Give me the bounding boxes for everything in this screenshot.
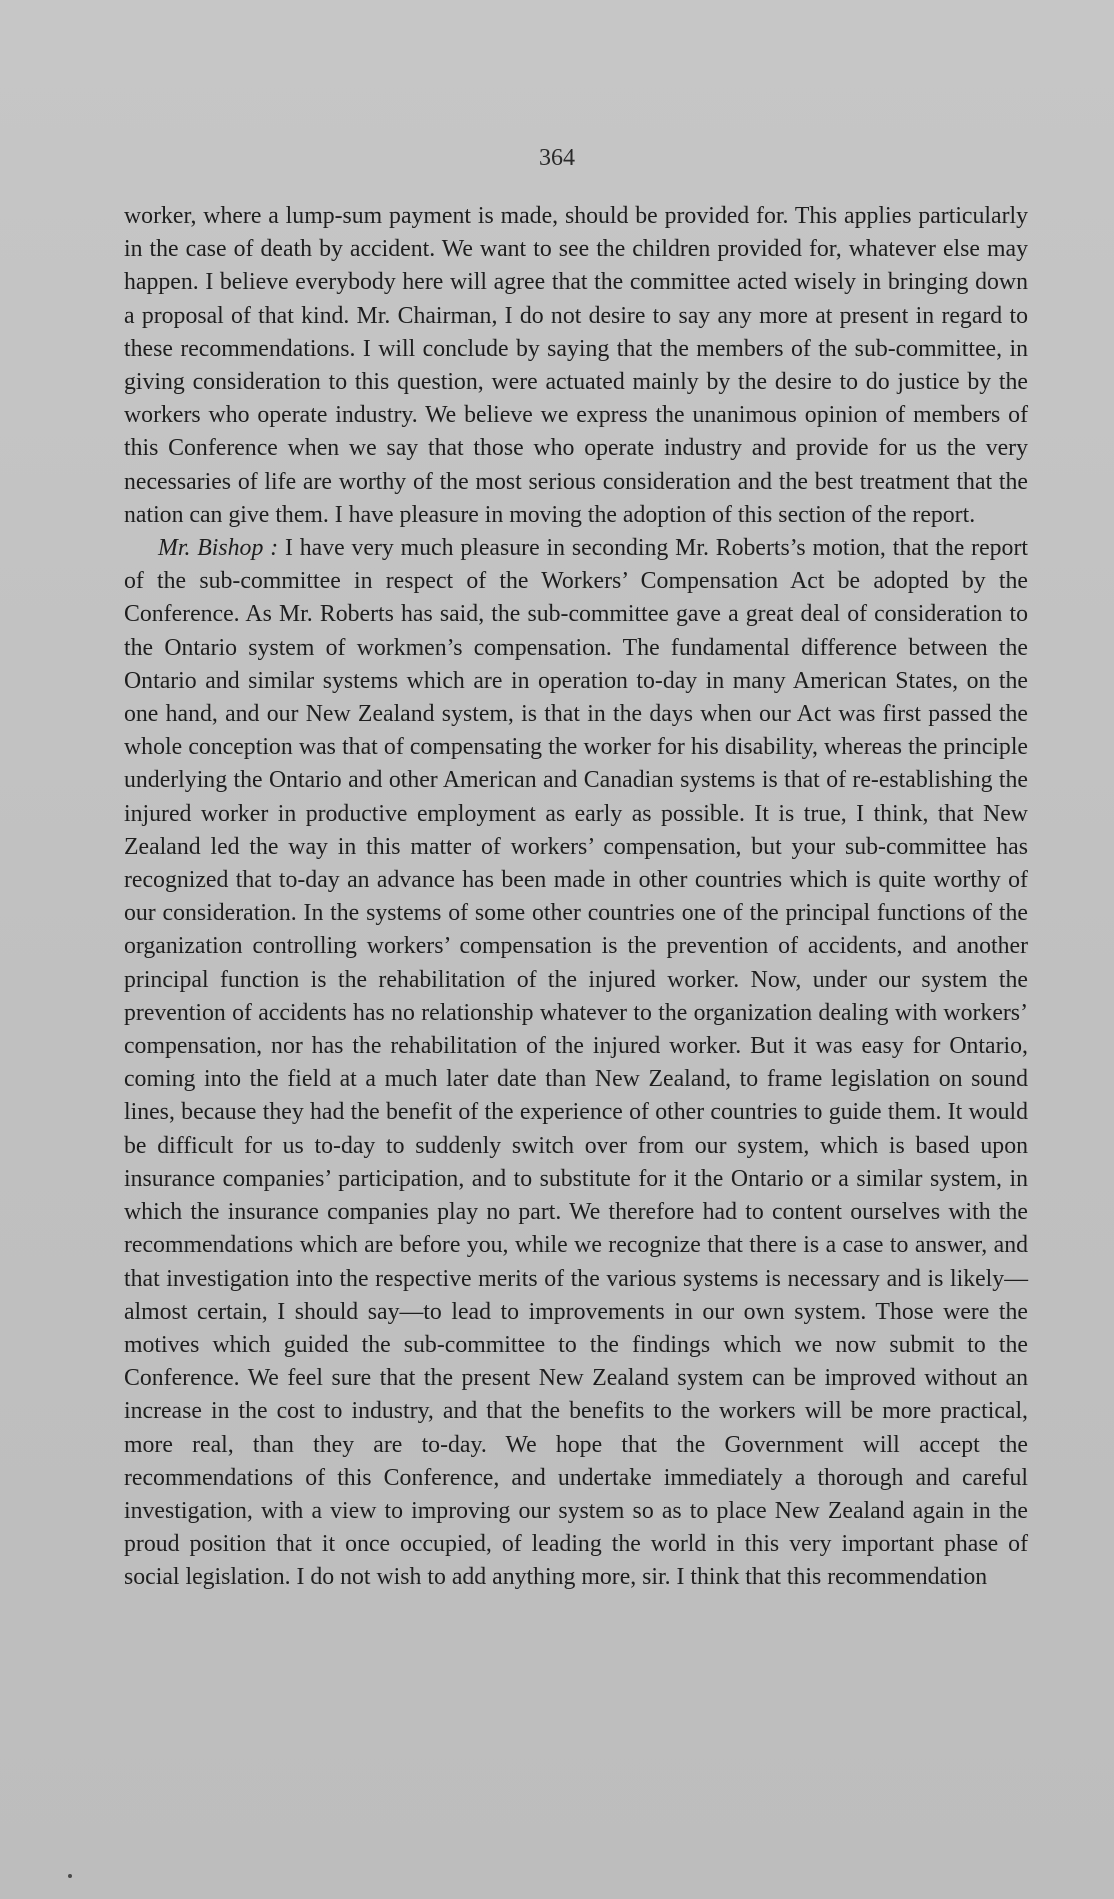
paper-speck	[68, 1874, 72, 1878]
page-number: 364	[539, 145, 575, 171]
speaker-name: Mr. Bishop :	[158, 535, 279, 562]
paragraph-text: I have very much pleasure in seconding Mr. Roberts’s motion, that the report of the sub-committee in respect of the Workers’ Compensation Act be adopted by the Conference. As Mr. Roberts has said, the sub-committee gave a great deal of consideration to the Ontario system of workmen’s compensation. The fundamental difference between the Ontario and similar systems which are in operation to-day in many American States, on the one hand, and our New Zealand system, is that in the days when our Act was first passed the whole conception was that of compensating the worker for his disability, whereas the principle underlying the Ontario and other American and Canadian systems is that of re-establishing the injured worker in productive employment as early as possible. It is true, I think, that New Zealand led the way in this matter of workers’ compensation, but your sub-committee has recognized that to-day an advance has been made in other countries which is quite worthy of our consideration. In the systems of some other countries one of the principal functions of the organization controlling workers’ compensation is the prevention of accidents, and another principal function is the rehabilitation of the injured worker. Now, under our system the prevention of accidents has no relationship whatever to the organization dealing with workers’ compensation, nor has the rehabilitation of the injured worker. But it was easy for Ontario, coming into the field at a much later date than New Zealand, to frame legislation on sound lines, because they had the benefit of the experience of other countries to guide them. It would be difficult for us to-day to suddenly switch over from our system, which is based upon insurance companies’ participation, and to substitute for it the Ontario or a similar system, in which the insurance companies play no part. We therefore had to content ourselves with the recommendations which are before you, while we recognize that there is a case to answer, and that investigation into the respective merits of the various systems is necessary and is likely—almost certain, I should say—to lead to improvements in our own system. Those were the motives which guided the sub-committee to the findings which we now submit to the Conference. We feel sure that the present New Zealand system can be improved without an increase in the cost to industry, and that the benefits to the workers will be more practical, more real, than they are to-day. We hope that the Government will accept the recommendations of this Conference, and undertake immediately a thorough and careful investigation, with a view to improving our system so as to place New Zealand again in the proud position that it once occupied, of leading the world in this very important phase of social legislation. I do not wish to add anything more, sir. I think that this recommendation	[124, 535, 1028, 1591]
paragraph-text: worker, where a lump-sum payment is made, should be provided for. This applies particularly in the case of death by accident. We want to see the children provided for, whatever else may happen. I believe everybody here will agree that the committee acted wisely in bringing down a proposal of that kind. Mr. Chairman, I do not desire to say any more at present in regard to these recommendations. I will conclude by saying that the members of the sub-committee, in giving consideration to this question, were actuated mainly by the desire to do justice by the workers who operate industry. We believe we express the unanimous opinion of members of this Conference when we say that those who operate industry and provide for us the very necessaries of life are worthy of the most serious consideration and the best treatment that the nation can give them. I have pleasure in moving the adoption of this section of the report.	[124, 203, 1028, 528]
paragraph-continuation	[124, 200, 1028, 532]
paragraph-speech	[124, 532, 1028, 1595]
page-body	[124, 200, 1028, 1595]
